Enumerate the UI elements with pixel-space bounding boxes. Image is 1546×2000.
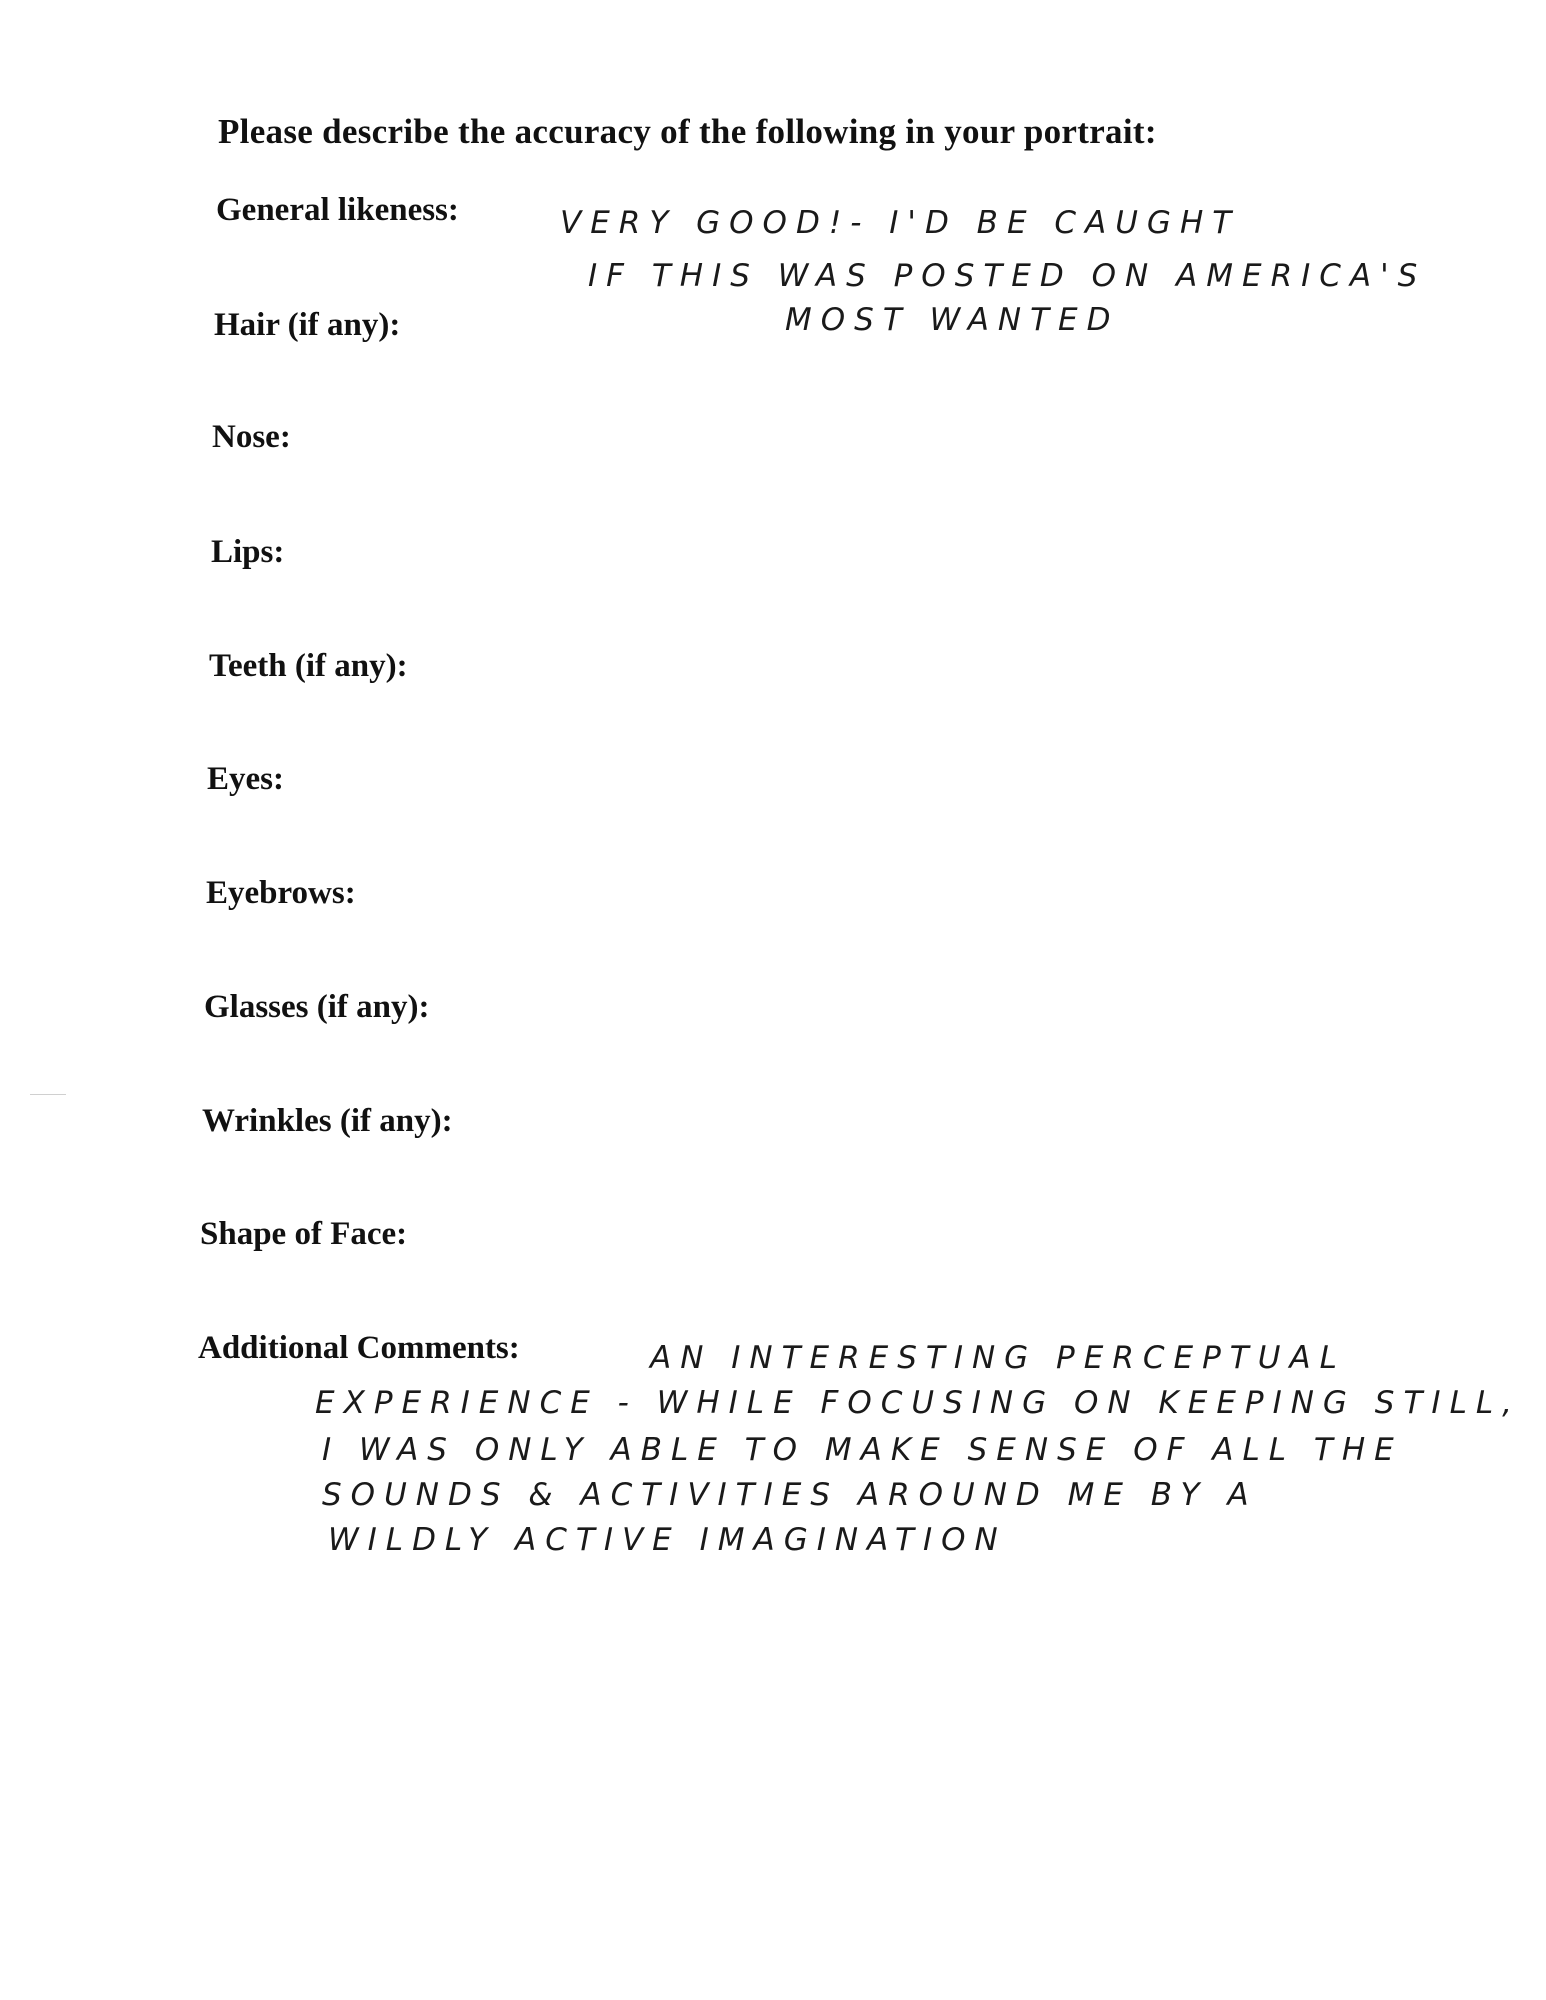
handwritten-comments-line-2: EXPERIENCE - WHILE FOCUSING ON KEEPING STILL, [315, 1385, 1521, 1421]
label-glasses: Glasses (if any): [204, 989, 430, 1025]
handwritten-comments-line-4: SOUNDS & ACTIVITIES AROUND ME BY A [322, 1477, 1258, 1513]
label-additional-comments: Additional Comments: [198, 1330, 520, 1366]
label-shape-of-face: Shape of Face: [200, 1216, 408, 1252]
handwritten-general-likeness-line-1: VERY GOOD!- I'D BE CAUGHT [560, 205, 1241, 241]
handwritten-general-likeness-line-3: MOST WANTED [785, 302, 1120, 338]
handwritten-comments-line-1: AN INTERESTING PERCEPTUAL [650, 1340, 1346, 1376]
handwritten-comments-line-5: WILDLY ACTIVE IMAGINATION [328, 1522, 1007, 1558]
scan-artifact-line [30, 1094, 66, 1095]
label-hair: Hair (if any): [214, 307, 401, 343]
label-nose: Nose: [212, 419, 291, 455]
handwritten-general-likeness-line-2: IF THIS WAS POSTED ON AMERICA'S [588, 258, 1427, 294]
label-lips: Lips: [211, 534, 285, 570]
form-heading: Please describe the accuracy of the following in your portrait: [218, 112, 1157, 151]
label-wrinkles: Wrinkles (if any): [202, 1103, 453, 1139]
handwritten-comments-line-3: I WAS ONLY ABLE TO MAKE SENSE OF ALL THE [322, 1432, 1403, 1468]
label-eyes: Eyes: [207, 761, 284, 797]
label-eyebrows: Eyebrows: [206, 875, 356, 911]
label-teeth: Teeth (if any): [209, 648, 408, 684]
label-general-likeness: General likeness: [216, 192, 459, 228]
